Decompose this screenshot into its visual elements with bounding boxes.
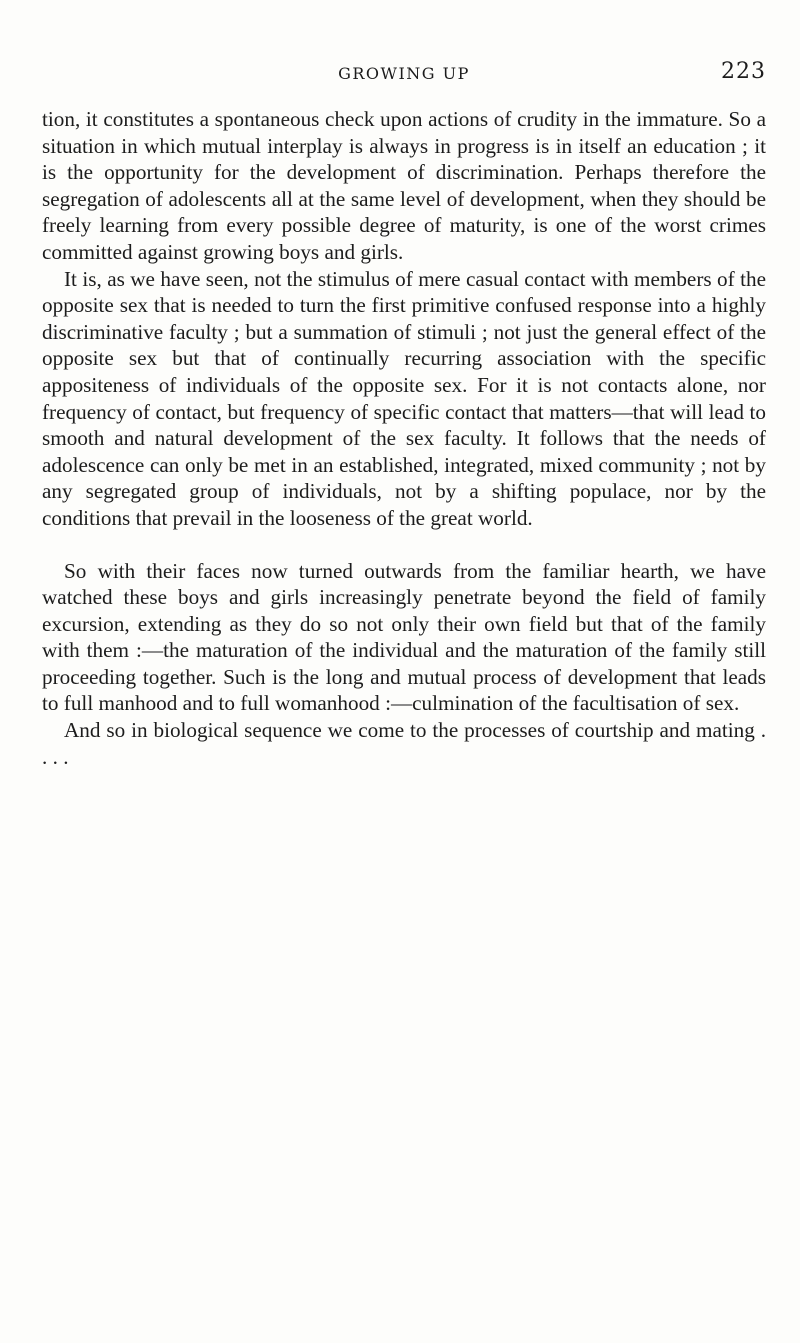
paragraph-4: And so in biological sequence we come to the processes of courtship and mating . . . . xyxy=(42,718,766,769)
page-number: 223 xyxy=(721,59,766,84)
paragraph-2: It is, as we have seen, not the stimulus of mere casual contact with members of the opposite sex that is needed to turn the first primitive confused response into a highly discriminative faculty ; but a summation of stimuli ; not just the general effect of the opposite sex but that of continually recurring association with the specific appositeness of individuals of the opposite sex. For it is not contacts alone, nor frequency of contact, but frequency of specific contact that matters—that will lead to smooth and natural development of the sex faculty. It follows that the needs of adolescence can only be met in an established, integrated, mixed community ; not by any segregated group of individuals, not by a shifting populace, nor by the conditions that prevail in the looseness of the great world. xyxy=(42,266,766,530)
paragraph-1: tion, it constitutes a spontaneous check upon actions of crudity in the immature. So a situation in which mutual interplay is always in progress is in itself an education ; it is the opportunity for the development of discrimination. Perhaps therefore the segregation of adolescents all at the same level of development, when they should be freely learning from every possible degree of maturity, is one of the worst crimes committed against growing boys and girls. xyxy=(42,107,766,264)
book-page xyxy=(42,54,766,770)
paragraph-3: So with their faces now turned outwards from the familiar hearth, we have watched these boys and girls increasingly penetrate beyond the field of family excursion, extending as they do so not only their own field but that of the family with them :—the maturation of the individual and the maturation of the family still proceeding together. Such is the long and mutual process of development that leads to full manhood and to full womanhood :—culmination of the facultisation of sex. xyxy=(42,558,766,716)
running-head xyxy=(42,54,766,94)
body-text xyxy=(42,106,766,770)
running-title: GROWING UP xyxy=(338,64,470,83)
